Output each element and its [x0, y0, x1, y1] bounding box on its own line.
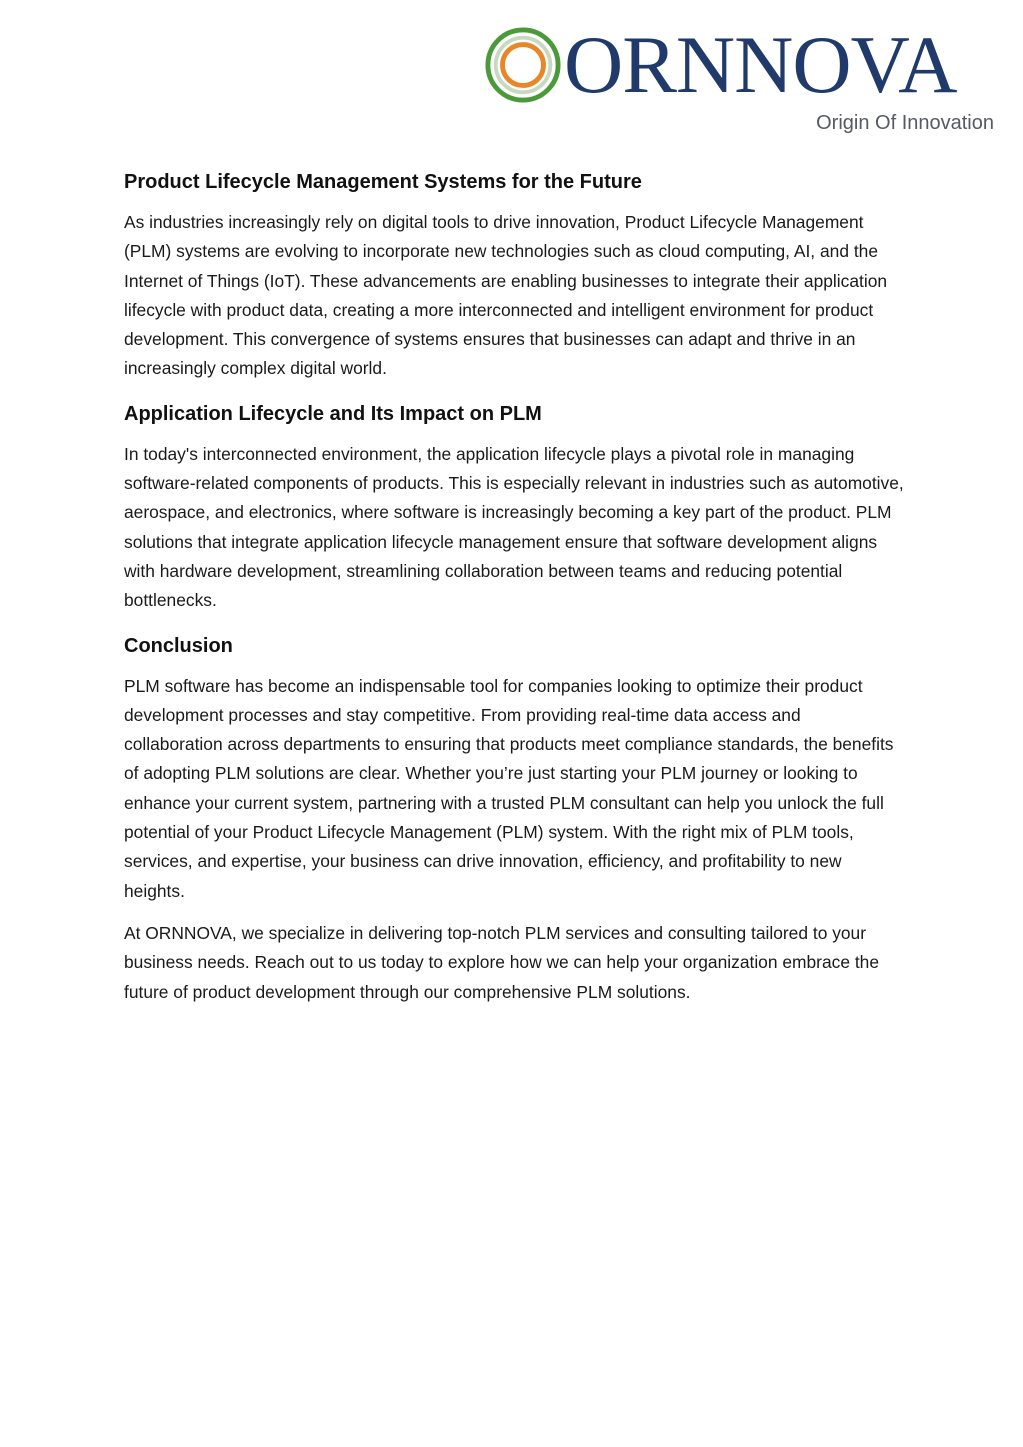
section-application-lifecycle: [124, 394, 904, 616]
section-plm-future: [124, 162, 904, 384]
section-paragraph: PLM software has become an indispensable tool for companies looking to optimize their product development processes and stay competitive. From providing real-time data access and collaboration across departments to ensuring that products meet compliance standards, the benefits of adopting PLM solutions are clear. Whether you’re just starting your PLM journey or looking to enhance your current system, partnering with a trusted PLM consultant can help you unlock the full potential of your Product Lifecycle Management (PLM) system. With the right mix of PLM tools, services, and expertise, your business can drive innovation, efficiency, and profitability to new heights.: [124, 675, 894, 901]
section-heading: Application Lifecycle and Its Impact on PLM: [124, 402, 542, 425]
document-body: [124, 162, 904, 1017]
section-paragraph: In today's interconnected environment, the application lifecycle plays a pivotal role in managing software-related components of products. This is especially relevant in industries such as automotive, aerospace, and electronics, where software is increasingly becoming a key part of the product. PLM solutions that integrate application lifecycle management ensure that software development aligns with hardware development, streamlining collaboration between teams and reducing potential bottlenecks.: [124, 443, 904, 611]
logo-wordmark: ORNNOVA: [564, 19, 957, 110]
section-heading: Product Lifecycle Management Systems for the Future: [124, 171, 642, 193]
section-paragraph: At ORNNOVA, we specialize in delivering top-notch PLM services and consulting tailored to your business needs. Reach out to us today to explore how we can help your organization embrace the future of product development through our comprehensive PLM solutions.: [124, 922, 880, 1002]
section-conclusion: [124, 626, 904, 1007]
logo-tagline: Origin Of Innovation: [816, 112, 994, 134]
section-heading: Conclusion: [124, 634, 233, 657]
company-logo: [484, 19, 1002, 142]
section-paragraph: As industries increasingly rely on digital tools to drive innovation, Product Lifecycle Management (PLM) systems are evolving to incorporate new technologies such as cloud computing, AI, and the Internet of Things (IoT). These advancements are enabling businesses to integrate their application lifecycle with product data, creating a more interconnected and intelligent environment for product development. This convergence of systems ensures that businesses can adapt and thrive in an increasingly complex digital world.: [124, 212, 888, 379]
ring-logo-icon: [484, 26, 562, 104]
